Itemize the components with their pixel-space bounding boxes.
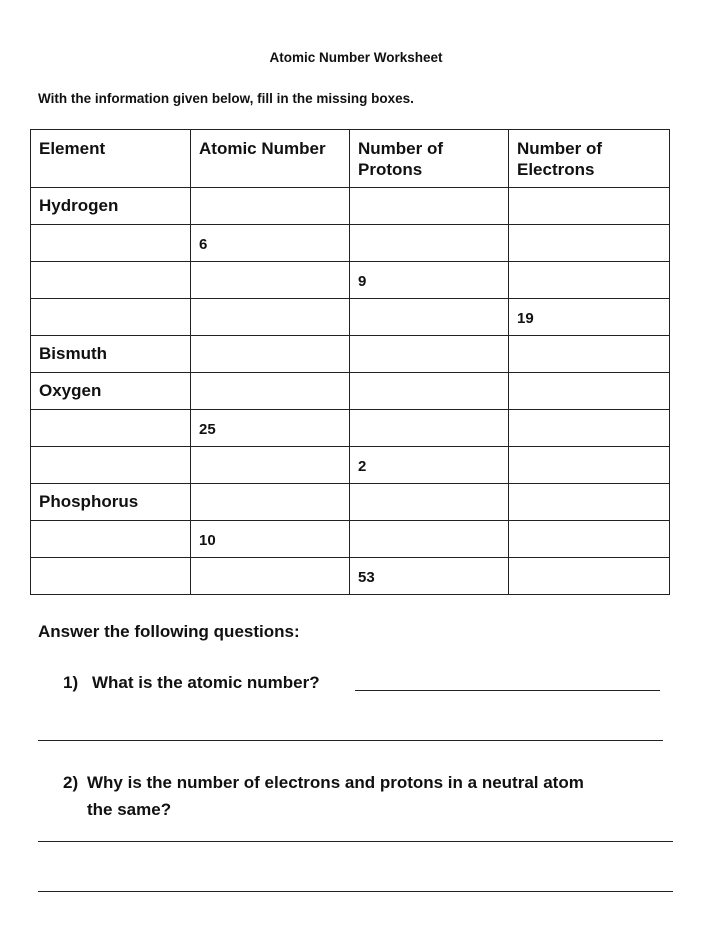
cell-atomic-number[interactable]: [191, 373, 350, 410]
cell-atomic-number[interactable]: [191, 299, 350, 336]
table-row: [31, 225, 670, 262]
cell-electrons: 19: [509, 299, 670, 336]
cell-element[interactable]: [31, 262, 191, 299]
table-row: [31, 299, 670, 336]
header-element: Element: [31, 130, 191, 188]
header-electrons: Number of Electrons: [509, 130, 670, 188]
cell-element: Bismuth: [31, 336, 191, 373]
cell-protons[interactable]: [350, 188, 509, 225]
cell-electrons[interactable]: [509, 484, 670, 521]
cell-electrons[interactable]: [509, 262, 670, 299]
cell-protons: 2: [350, 447, 509, 484]
cell-protons[interactable]: [350, 373, 509, 410]
table-row: [31, 447, 670, 484]
cell-element[interactable]: [31, 410, 191, 447]
cell-atomic-number[interactable]: [191, 484, 350, 521]
question-2-text-line2: the same?: [87, 800, 172, 819]
cell-protons[interactable]: [350, 299, 509, 336]
cell-protons[interactable]: [350, 336, 509, 373]
cell-element[interactable]: [31, 225, 191, 262]
table-row: [31, 558, 670, 595]
cell-atomic-number: 6: [191, 225, 350, 262]
question-2-number: 2): [63, 773, 79, 792]
answer-line-2a[interactable]: [38, 841, 673, 842]
cell-element[interactable]: [31, 299, 191, 336]
table-row: [31, 336, 670, 373]
cell-protons[interactable]: [350, 484, 509, 521]
cell-element: Oxygen: [31, 373, 191, 410]
worksheet-title: Atomic Number Worksheet: [269, 50, 443, 65]
cell-protons[interactable]: [350, 521, 509, 558]
header-protons: Number of Protons: [350, 130, 509, 188]
table-row: [31, 521, 670, 558]
table-header-row: [31, 130, 670, 188]
cell-element[interactable]: [31, 558, 191, 595]
table-row: [31, 262, 670, 299]
cell-electrons[interactable]: [509, 373, 670, 410]
instructions: With the information given below, fill in the missing boxes.: [38, 91, 414, 106]
cell-electrons[interactable]: [509, 410, 670, 447]
question-1-number: 1): [63, 673, 79, 692]
cell-electrons[interactable]: [509, 558, 670, 595]
cell-atomic-number[interactable]: [191, 262, 350, 299]
answer-line-1b[interactable]: [38, 740, 663, 741]
cell-electrons[interactable]: [509, 188, 670, 225]
cell-element[interactable]: [31, 447, 191, 484]
cell-atomic-number[interactable]: [191, 558, 350, 595]
cell-atomic-number[interactable]: [191, 188, 350, 225]
cell-protons: 9: [350, 262, 509, 299]
cell-element: Phosphorus: [31, 484, 191, 521]
cell-element: Hydrogen: [31, 188, 191, 225]
answer-line-1a[interactable]: [355, 690, 660, 691]
cell-electrons[interactable]: [509, 447, 670, 484]
cell-atomic-number: 25: [191, 410, 350, 447]
table-row: [31, 188, 670, 225]
cell-protons[interactable]: [350, 410, 509, 447]
cell-atomic-number[interactable]: [191, 447, 350, 484]
cell-electrons[interactable]: [509, 336, 670, 373]
table-row: [31, 484, 670, 521]
atomic-number-table: [30, 129, 670, 595]
questions-heading: Answer the following questions:: [38, 622, 300, 641]
cell-atomic-number[interactable]: [191, 336, 350, 373]
table-row: [31, 373, 670, 410]
table-row: [31, 410, 670, 447]
cell-protons[interactable]: [350, 225, 509, 262]
cell-protons: 53: [350, 558, 509, 595]
question-1-text: What is the atomic number?: [92, 673, 320, 692]
answer-line-2b[interactable]: [38, 891, 673, 892]
cell-electrons[interactable]: [509, 521, 670, 558]
cell-atomic-number: 10: [191, 521, 350, 558]
cell-element[interactable]: [31, 521, 191, 558]
cell-electrons[interactable]: [509, 225, 670, 262]
header-atomic-number: Atomic Number: [191, 130, 350, 188]
question-2-text-line1: Why is the number of electrons and protons in a neutral atom: [87, 773, 584, 792]
